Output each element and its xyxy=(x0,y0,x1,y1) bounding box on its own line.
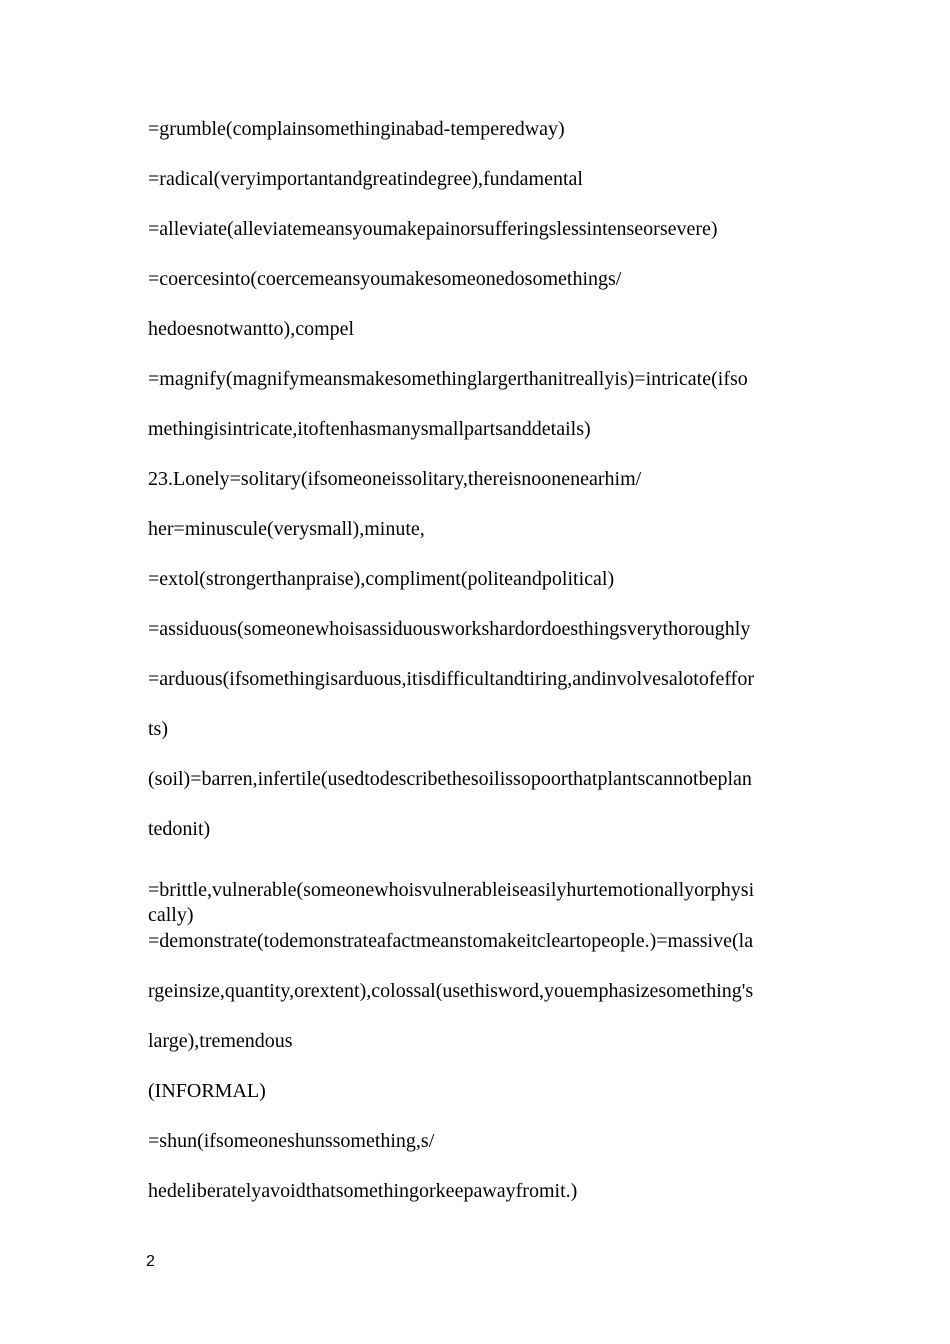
text-line: cally) xyxy=(148,904,194,926)
text-line: =alleviate(alleviatemeansyoumakepainorsufferingslessintenseorsevere) xyxy=(148,218,718,240)
text-line: =coercesinto(coercemeansyoumakesomeonedosomethings/ xyxy=(148,268,622,290)
text-line: hedeliberatelyavoidthatsomethingorkeepawayfromit.) xyxy=(148,1180,578,1202)
text-line: tedonit) xyxy=(148,818,211,840)
text-line: =radical(veryimportantandgreatindegree),fundamental xyxy=(148,168,583,190)
text-line: (soil)=barren,infertile(usedtodescribethesoilissopoorthatplantscannotbeplan xyxy=(148,768,752,790)
text-line: =assiduous(someonewhoisassiduousworkshardordoesthingsverythoroughly xyxy=(148,618,751,640)
text-line: 23.Lonely=solitary(ifsomeoneissolitary,thereisnoonenearhim/ xyxy=(148,468,642,490)
text-line: =extol(strongerthanpraise),compliment(politeandpolitical) xyxy=(148,568,615,590)
text-line: =arduous(ifsomethingisarduous,itisdifficultandtiring,andinvolvesalotofeffor xyxy=(148,668,754,690)
text-line: hedoesnotwantto),compel xyxy=(148,318,355,340)
text-line: ts) xyxy=(148,718,168,740)
text-line: (INFORMAL) xyxy=(148,1080,266,1102)
text-line: =grumble(complainsomethinginabad-temperedway) xyxy=(148,118,565,140)
page-number: 2 xyxy=(146,1253,155,1270)
text-line: rgeinsize,quantity,orextent),colossal(usethisword,youemphasizesomething's xyxy=(148,980,754,1002)
text-line: methingisintricate,itoftenhasmanysmallpartsanddetails) xyxy=(148,418,591,440)
text-line: large),tremendous xyxy=(148,1030,293,1052)
text-line: her=minuscule(verysmall),minute, xyxy=(148,518,425,540)
text-line: =shun(ifsomeoneshunssomething,s/ xyxy=(148,1130,435,1152)
text-line: =demonstrate(todemonstrateafactmeanstomakeitcleartopeople.)=massive(la xyxy=(148,930,754,952)
text-line: =brittle,vulnerable(someonewhoisvulnerableiseasilyhurtemotionallyorphysi xyxy=(148,879,755,901)
text-line: =magnify(magnifymeansmakesomethinglargerthanitreallyis)=intricate(ifso xyxy=(148,368,748,390)
